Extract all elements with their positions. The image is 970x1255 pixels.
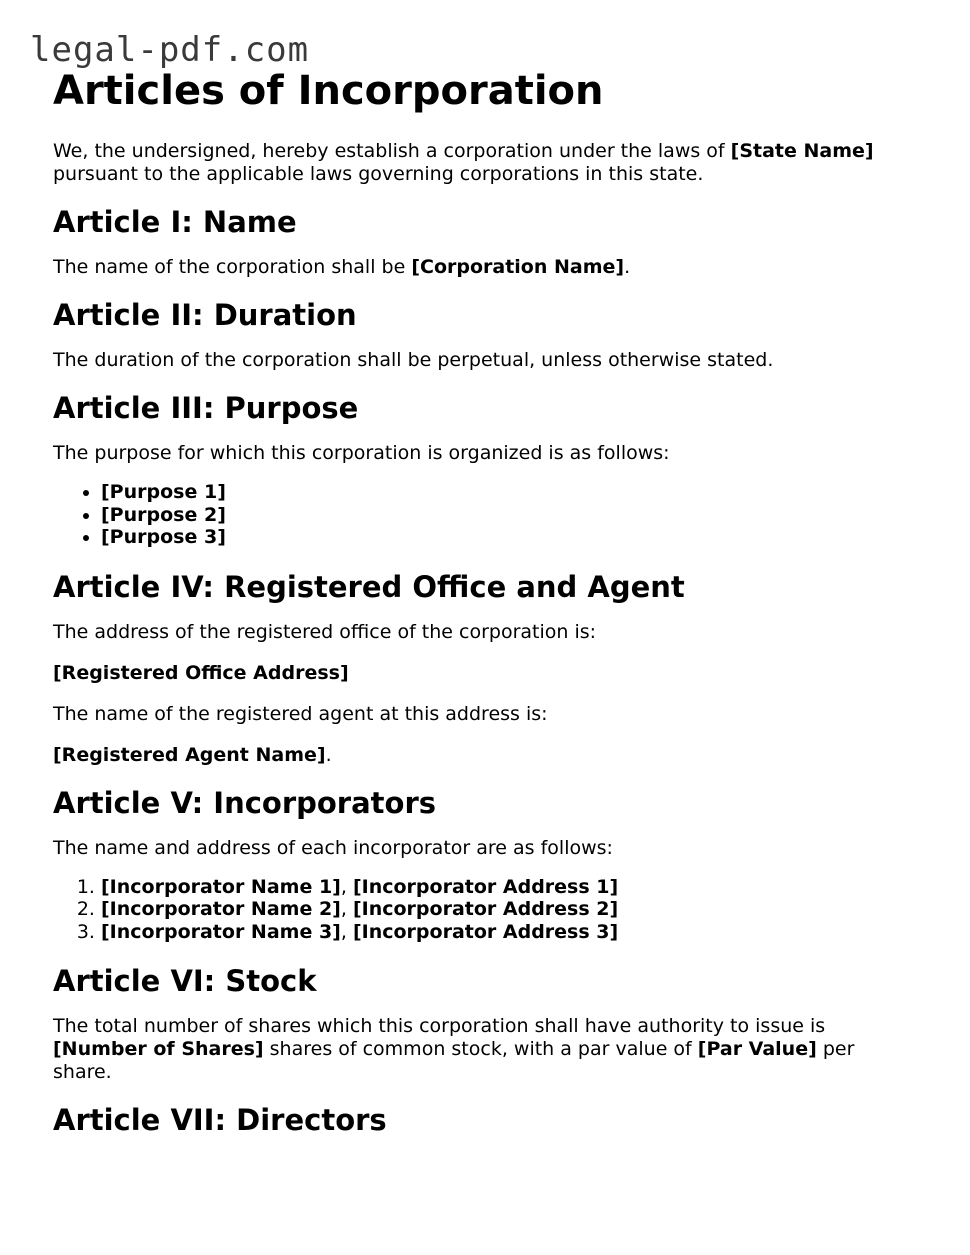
- article-5-paragraph: The name and address of each incorporator are as follows:: [53, 836, 613, 859]
- agent-name-period: .: [325, 743, 332, 766]
- purpose-placeholder: [Purpose 1]: [101, 481, 226, 503]
- purpose-placeholder: [Purpose 3]: [101, 526, 226, 548]
- intro-text: We, the undersigned, hereby establish a corporation under the laws of: [53, 140, 731, 162]
- article-3-paragraph: The purpose for which this corporation is organized is as follows:: [53, 442, 670, 464]
- incorporator-list: [53, 876, 913, 944]
- article-1-heading: Article I: Name: [53, 205, 297, 239]
- incorporator-address-placeholder: [Incorporator Address 3]: [352, 920, 619, 943]
- agent-name-paragraph: [53, 744, 913, 767]
- article-7-heading: Article VII: Directors: [53, 1103, 387, 1137]
- article-2-heading: Article II: Duration: [53, 298, 357, 332]
- office-address-paragraph: [53, 662, 913, 685]
- office-paragraph: The address of the registered office of the corporation is:: [53, 620, 597, 643]
- article-5-heading: Article V: Incorporators: [53, 785, 437, 820]
- article-1-text: The name of the corporation shall be: [53, 256, 412, 278]
- list-item: [101, 526, 913, 549]
- number-of-shares-placeholder: [Number of Shares]: [53, 1038, 264, 1060]
- article-4-heading: Article IV: Registered Office and Agent: [53, 569, 685, 604]
- document: [53, 66, 913, 1154]
- incorporator-address-placeholder: [Incorporator Address 1]: [352, 875, 619, 898]
- par-value-placeholder: [Par Value]: [697, 1038, 817, 1060]
- list-item: [101, 481, 913, 504]
- separator: ,: [340, 920, 353, 943]
- purpose-list: [53, 481, 913, 549]
- list-item: [101, 898, 913, 921]
- article-6-text: The total number of shares which this corporation shall have authority to issue is: [53, 1015, 826, 1037]
- article-6-text-continued: shares of common stock, with a par value of: [263, 1038, 698, 1060]
- article-1-period: .: [624, 256, 631, 278]
- state-name-placeholder: [State Name]: [730, 140, 874, 162]
- separator: ,: [340, 898, 353, 920]
- agent-paragraph: The name of the registered agent at this address is:: [53, 702, 548, 725]
- incorporator-name-placeholder: [Incorporator Name 3]: [101, 920, 341, 943]
- purpose-placeholder: [Purpose 2]: [101, 503, 226, 526]
- list-item: [101, 504, 913, 527]
- separator: ,: [340, 875, 353, 898]
- agent-name-placeholder: [Registered Agent Name]: [53, 743, 326, 766]
- article-2-paragraph: The duration of the corporation shall be perpetual, unless otherwise stated.: [53, 349, 774, 371]
- article-3-heading: Article III: Purpose: [53, 391, 359, 425]
- corporation-name-placeholder: [Corporation Name]: [411, 256, 625, 278]
- incorporator-address-placeholder: [Incorporator Address 2]: [352, 898, 619, 920]
- article-6-heading: Article VI: Stock: [53, 964, 317, 998]
- article-6-text-end: per share.: [53, 1038, 855, 1083]
- article-1-paragraph: [53, 256, 913, 279]
- incorporator-name-placeholder: [Incorporator Name 2]: [101, 898, 341, 920]
- list-item: [101, 876, 913, 899]
- incorporator-name-placeholder: [Incorporator Name 1]: [101, 875, 341, 898]
- office-address-placeholder: [Registered Office Address]: [53, 661, 349, 684]
- intro-paragraph: [53, 140, 913, 186]
- article-6-paragraph: [53, 1015, 913, 1084]
- intro-text-continued: pursuant to the applicable laws governing corporations in this state.: [53, 163, 704, 185]
- document-title: Articles of Incorporation: [53, 68, 604, 114]
- watermark: legal-pdf.com: [30, 30, 310, 70]
- list-item: [101, 921, 913, 944]
